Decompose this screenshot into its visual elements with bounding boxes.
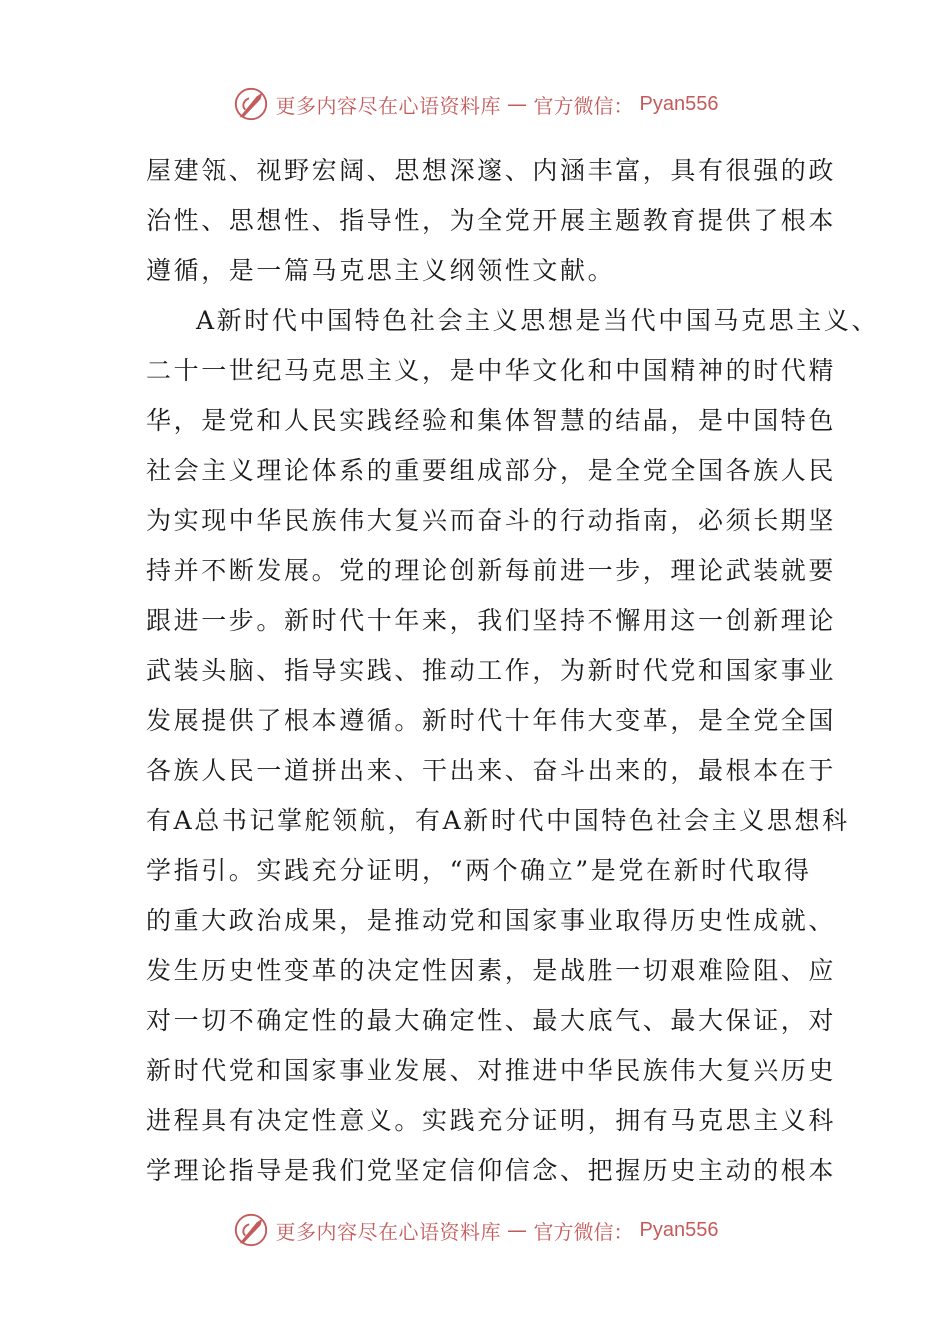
text-line: 屋建瓴、视野宏阔、思想深邃、内涵丰富，具有很强的政	[146, 156, 837, 185]
text-line: 社会主义理论体系的重要组成部分，是全党全国各族人民	[146, 456, 837, 485]
text-line: 持并不断发展。党的理论创新每前进一步，理论武装就要	[146, 556, 837, 585]
header-watermark-banner	[0, 84, 950, 124]
footer-watermark-banner	[0, 1210, 950, 1250]
document-body	[146, 146, 880, 1196]
text-line: 跟进一步。新时代十年来，我们坚持不懈用这一创新理论	[146, 606, 837, 635]
text-line: 二十一世纪马克思主义，是中华文化和中国精神的时代精	[146, 356, 837, 385]
text-line: 新时代党和国家事业发展、对推进中华民族伟大复兴历史	[146, 1056, 837, 1085]
text-line: 为实现中华民族伟大复兴而奋斗的行动指南，必须长期坚	[146, 506, 837, 535]
text-line: 有A总书记掌舵领航，有A新时代中国特色社会主义思想科	[146, 806, 850, 835]
text-line: 学指引。实践充分证明，“两个确立”是党在新时代取得	[146, 856, 812, 885]
text-line: 华，是党和人民实践经验和集体智慧的结晶，是中国特色	[146, 406, 837, 435]
banner-dash: —	[507, 92, 528, 116]
text-line: 遵循，是一篇马克思主义纲领性文献。	[146, 256, 616, 285]
banner-wechat-id: Pyan556	[639, 1218, 719, 1241]
text-line: 发展提供了根本遵循。新时代十年伟大变革，是全党全国	[146, 706, 837, 735]
pen-nib-logo-icon	[232, 85, 270, 123]
paragraph-start-line: A新时代中国特色社会主义思想是当代中国马克思主义、	[196, 306, 880, 335]
banner-site-text: 更多内容尽在心语资料库	[275, 93, 502, 118]
banner-site-text: 更多内容尽在心语资料库	[275, 1219, 502, 1244]
text-line: 学理论指导是我们党坚定信仰信念、把握历史主动的根本	[146, 1156, 837, 1185]
text-line: 发生历史性变革的决定性因素，是战胜一切艰难险阻、应	[146, 956, 837, 985]
banner-wechat-id: Pyan556	[639, 92, 719, 115]
text-line: 的重大政治成果，是推动党和国家事业取得历史性成就、	[146, 906, 837, 935]
banner-wechat-label: 官方微信：	[533, 93, 634, 118]
text-line: 治性、思想性、指导性，为全党开展主题教育提供了根本	[146, 206, 837, 235]
text-line: 对一切不确定性的最大确定性、最大底气、最大保证，对	[146, 1006, 837, 1035]
text-line: 各族人民一道拼出来、干出来、奋斗出来的，最根本在于	[146, 756, 837, 785]
text-line: 武装头脑、指导实践、推动工作，为新时代党和国家事业	[146, 656, 837, 685]
banner-dash: —	[507, 1218, 528, 1242]
pen-nib-logo-icon	[232, 1211, 270, 1249]
text-line: 进程具有决定性意义。实践充分证明，拥有马克思主义科	[146, 1106, 837, 1135]
banner-wechat-label: 官方微信：	[533, 1219, 634, 1244]
